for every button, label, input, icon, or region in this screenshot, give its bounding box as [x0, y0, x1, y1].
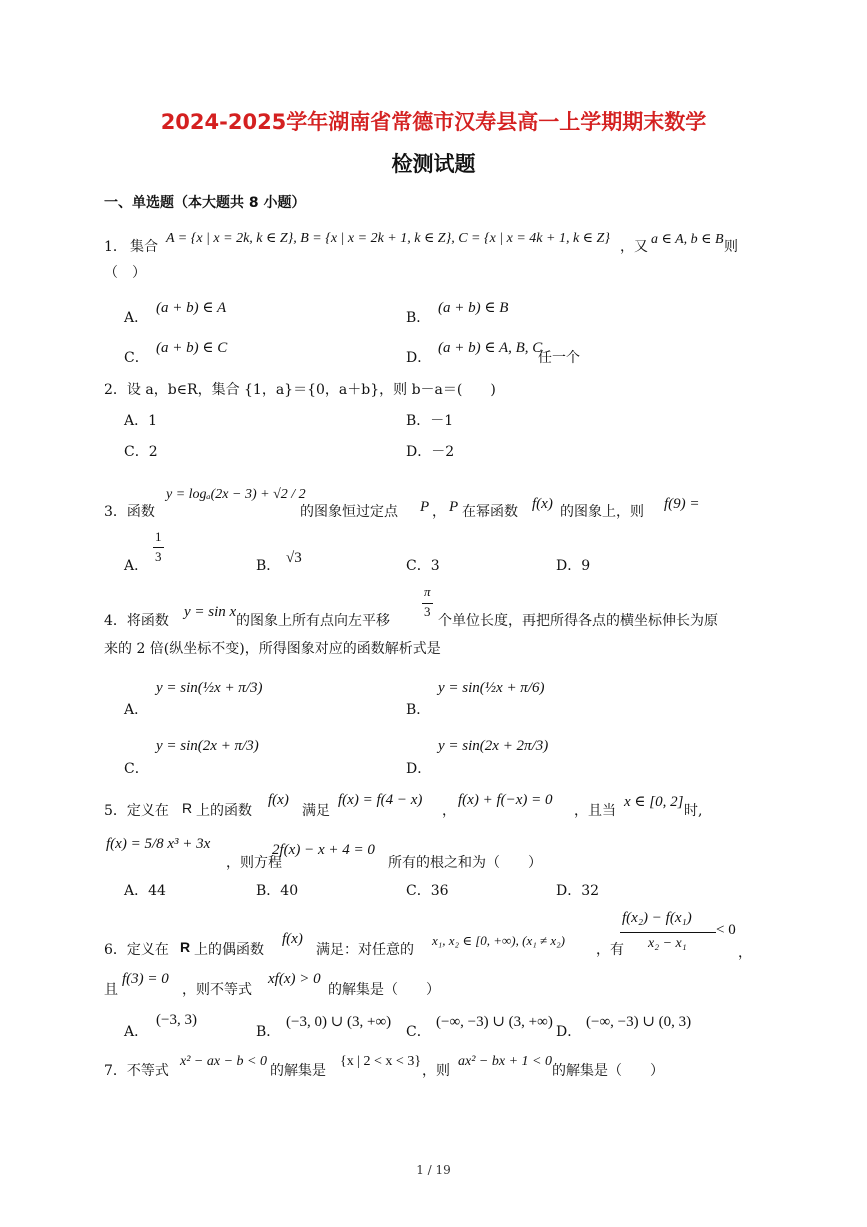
q5-mid3: ，: [442, 803, 456, 819]
q4-pre: 4．将函数: [104, 613, 169, 629]
q1-mid: ，又: [620, 239, 648, 255]
q1-pre: 集合: [130, 239, 158, 255]
q4-frac-den: 3: [424, 604, 431, 619]
q1-option-d: (a + b) ∈ A, B, C: [438, 340, 543, 356]
q6-option-a: (−3, 3): [156, 1012, 197, 1028]
q6-option-d-label: D．: [556, 1024, 582, 1040]
q6-option-b-label: B．: [256, 1024, 281, 1040]
q6-f3: f(3) = 0: [122, 971, 169, 987]
q7-solution-set: {x | 2 < x < 3}: [340, 1054, 422, 1069]
document-subtitle: 检测试题: [391, 152, 476, 176]
q4-option-b-label: B．: [406, 702, 431, 718]
section-heading: 一、单选题（本大题共 8 小题）: [104, 195, 306, 211]
q7-mid2: ，则: [422, 1063, 450, 1079]
q1-post: 则: [724, 239, 738, 255]
q3-point-p: P: [420, 499, 430, 515]
q6-option-c: (−∞, −3) ∪ (3, +∞): [436, 1014, 553, 1030]
q3-function-math: y = logₐ(2x − 3) + √2 / 2: [166, 487, 306, 502]
q3-option-a-fraction-bar: [153, 547, 164, 548]
q7-inequality: x² − ax − b < 0: [180, 1054, 267, 1069]
q1-option-c-label: C．: [124, 350, 149, 366]
q6-line2-pre: 且: [104, 982, 118, 998]
q6-option-a-label: A．: [124, 1024, 149, 1040]
q4-mid: 的图象上所有点向左平移: [236, 613, 390, 629]
q5-mid4: ，且当: [574, 803, 616, 819]
q5-option-c: C．36: [406, 883, 449, 899]
q5-pre: 5．定义在: [104, 803, 169, 819]
q5-post: 时,: [684, 803, 703, 819]
q4-option-a-label: A．: [124, 702, 149, 718]
q6-R: R: [180, 939, 191, 955]
q5-line2-post: 所有的根之和为（ ）: [388, 855, 542, 871]
q2-option-d: D．－2: [406, 444, 455, 460]
q3-option-a-label: A．: [124, 558, 149, 574]
q5-line2-mid: ，则方程: [226, 855, 282, 871]
q3-mid1: 的图象恒过定点: [300, 504, 398, 520]
q4-post: 个单位长度，再把所得各点的横坐标伸长为原: [438, 613, 718, 629]
q6-option-c-label: C．: [406, 1024, 431, 1040]
q1-ab-math: a ∈ A, b ∈ B: [651, 232, 724, 247]
q6-domain: x₁, x₂ ∈ [0, +∞), (x₁ ≠ x₂): [432, 933, 566, 948]
q1-option-d-post: 任一个: [538, 350, 580, 366]
q3-mid2: ，: [432, 504, 446, 520]
q5-cond3: x ∈ [0, 2]: [624, 794, 684, 810]
q6-pre: 6．定义在: [104, 942, 169, 958]
q4-frac-num: π: [424, 584, 431, 599]
q3-option-b-label: B．: [256, 558, 281, 574]
q6-fx: f(x): [282, 931, 303, 947]
q5-cond2: f(x) + f(−x) = 0: [458, 792, 553, 808]
q2-option-a: A．1: [124, 413, 158, 429]
q6-line2-post: 的解集是（ ）: [328, 982, 440, 998]
q7-mid1: 的解集是: [270, 1063, 326, 1079]
page-number: 1 / 19: [416, 1163, 451, 1177]
q5-mid2: 满足: [302, 803, 330, 819]
q1-option-b-label: B．: [406, 310, 431, 326]
document-title: 2024-2025学年湖南省常德市汉寿县高一上学期期末数学: [160, 110, 707, 134]
q6-fraction-bar: [620, 932, 716, 933]
q4-option-d: y = sin(2x + 2π/3): [438, 738, 549, 754]
q1-option-c: (a + b) ∈ C: [156, 340, 228, 356]
q5-option-d: D．32: [556, 883, 600, 899]
q4-option-b: y = sin(½x + π/6): [438, 680, 545, 696]
q6-frac-den: x₂ − x₁: [648, 936, 687, 951]
q6-mid3: ，有: [596, 942, 624, 958]
q3-f9: f(9) =: [664, 496, 700, 512]
q3-option-b: √3: [286, 550, 302, 566]
q7-post: 的解集是（ ）: [552, 1063, 664, 1079]
q6-mid1: 上的偶函数: [194, 942, 264, 958]
q2-option-c: C．2: [124, 444, 158, 460]
q5-cond1: f(x) = f(4 − x): [338, 792, 423, 808]
q3-option-a-den: 3: [155, 549, 162, 564]
q4-line2: 来的 2 倍(纵坐标不变)，所得图象对应的函数解析式是: [104, 641, 441, 657]
q1-sets-math: A = {x | x = 2k, k ∈ Z}, B = {x | x = 2k + 1, k ∈ Z}, C = {x | x = 4k + 1, k ∈ Z}: [166, 231, 610, 246]
q4-option-d-label: D．: [406, 761, 432, 777]
q4-option-c: y = sin(2x + π/3): [156, 738, 259, 754]
q1-option-a-label: A．: [124, 310, 149, 326]
q6-mid2: 满足：对任意的: [316, 942, 414, 958]
q6-comma: ，: [738, 945, 752, 961]
q1-option-b: (a + b) ∈ B: [438, 300, 509, 316]
q3-point-p2: P: [449, 499, 459, 515]
q1-option-d-label: D．: [406, 350, 432, 366]
q1-number: 1．: [104, 239, 127, 255]
q3-fx: f(x): [532, 496, 553, 512]
q4-math: y = sin x: [184, 604, 237, 620]
q6-line2-mid: ，则不等式: [182, 982, 252, 998]
q7-pre: 7．不等式: [104, 1063, 169, 1079]
q3-mid3: 在幂函数: [462, 504, 518, 520]
q2-stem: 2．设 a，b∈R，集合 {1，a}＝{0，a＋b}，则 b－a＝( ): [104, 382, 496, 398]
q1-option-a: (a + b) ∈ A: [156, 300, 227, 316]
q5-option-a: A．44: [124, 883, 166, 899]
q4-option-a: y = sin(½x + π/3): [156, 680, 263, 696]
q2-option-b: B．－1: [406, 413, 454, 429]
q1-paren: （ ）: [104, 265, 146, 281]
q5-fx-def: f(x) = 5/8 x³ + 3x: [106, 836, 211, 852]
q5-fx: f(x): [268, 792, 289, 808]
q6-inequality: xf(x) > 0: [268, 971, 321, 987]
q6-option-b: (−3, 0) ∪ (3, +∞): [286, 1014, 392, 1030]
q5-mid1: 上的函数: [196, 803, 252, 819]
q6-frac-num: f(x₂) − f(x₁): [622, 910, 692, 926]
q5-option-b: B．40: [256, 883, 299, 899]
q3-option-c: C．3: [406, 558, 440, 574]
q5-equation: 2f(x) − x + 4 = 0: [272, 842, 375, 858]
q3-option-d: D．9: [556, 558, 591, 574]
q3-mid4: 的图象上，则: [560, 504, 644, 520]
q3-pre: 3．函数: [104, 504, 155, 520]
q4-option-c-label: C．: [124, 761, 149, 777]
q6-option-d: (−∞, −3) ∪ (0, 3): [586, 1014, 692, 1030]
q6-lt0: < 0: [716, 922, 736, 938]
q7-inequality-2: ax² − bx + 1 < 0: [458, 1054, 552, 1069]
q3-option-a-num: 1: [155, 529, 162, 544]
q5-R: R: [182, 800, 193, 816]
